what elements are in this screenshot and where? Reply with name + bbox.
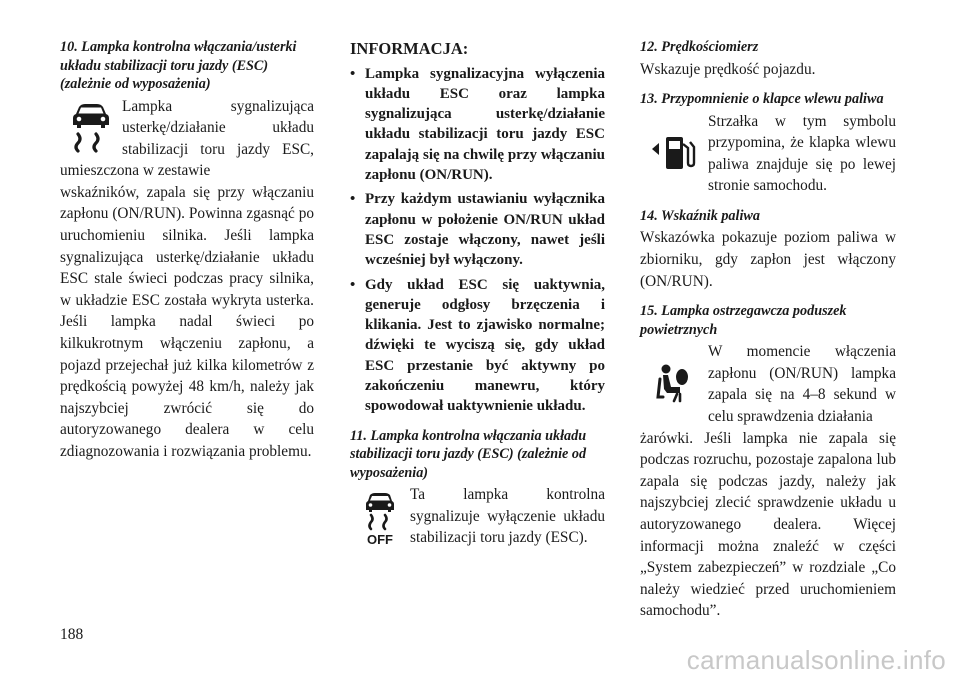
- section-heading-esc-malfunction: 10. Lampka kontrolna włączania/usterki układu stabilizacji toru jazdy (ESC) (zależnie od wyposażenia): [60, 39, 297, 92]
- esc-off-icon: [350, 484, 410, 554]
- section-heading-fuel-door: 13. Przypomnienie o klapce wlewu paliwa: [640, 91, 884, 108]
- info-title: INFORMACJA:: [350, 39, 469, 58]
- airbag-text: żarówki. Jeśli lampka nie zapala się podczas rozruchu, pozostaje zapalona lub zapala się podczas jazdy, należy jak najszybciej zlecić sprawdzenie układu u autoryzowanego dealera. Więcej informacji można znaleźć w części „System zabezpieczeń” w rozdziale „Co należy wiedzieć przed uruchomieniem samochodu”.: [640, 429, 896, 620]
- info-list: [350, 64, 605, 417]
- airbag-block: [640, 341, 896, 427]
- esc-skid-car-icon: [60, 96, 122, 160]
- fuel-pump-arrow-icon: [640, 111, 708, 195]
- fuel-door-text: Strzałka w tym symbolu przypomina, że klapka wlewu paliwa znajduje się po lewej stronie samochodu.: [708, 112, 896, 195]
- column-right: [640, 38, 896, 622]
- info-bullet: • Lampka sygnalizacyjna wyłączenia układu ESC oraz lampka sygnalizująca usterkę/działanie układu stabilizacji toru jazdy ESC zapalają się na chwilę przy włączaniu zapłonu (ON/RUN).: [350, 64, 605, 186]
- fuel-gauge-text: Wskazówka pokazuje poziom paliwa w zbiorniku, gdy zapłon jest włączony (ON/RUN).: [640, 229, 896, 290]
- esc-off-text: Ta lampka kontrolna sygnalizuje wyłączenie układu stabilizacji toru jazdy (ESC).: [410, 486, 605, 547]
- info-bullet: • Gdy układ ESC się uaktywnia, generuje odgłosy brzęczenia i klikania. Jest to zjawisko normalne; dźwięki te wyciszą się, gdy układ ESC przestanie być aktywny po zakończeniu manewru, który spowodował uaktywnienie układu.: [350, 275, 605, 417]
- section-heading-speedometer: 12. Prędkościomierz: [640, 39, 759, 55]
- airbag-seated-person-icon: [640, 341, 708, 425]
- esc-malfunction-text: wskaźników, zapala się przy włączaniu zapłonu (ON/RUN). Powinna zgasnąć po uruchomieniu silnika. Jeśli lampka sygnalizująca usterkę/działanie układu ESC stale świeci podczas pracy silnika, w układzie ESC została wykryta usterka. Jeśli lampka nadal świeci po kilkukrotnym włączeniu zapłonu, a pojazd przejechał już kilka kilometrów z prędkością powyżej 48 km/h, należy jak najszybciej zwrócić się do autoryzowanego dealera w celu zdiagnozowania i rozwiązania problemu.: [60, 183, 314, 460]
- section-heading-airbag: 15. Lampka ostrzegawcza poduszek powietrznych: [640, 303, 847, 338]
- speedometer-text: Wskazuje prędkość pojazdu.: [640, 60, 816, 78]
- esc-malfunction-text-wrapped: Lampka sygnalizująca usterkę/działanie układu stabilizacji toru jazdy ESC, umieszczona w zestawie: [60, 97, 314, 180]
- page-number: 188: [60, 626, 84, 643]
- info-bullet: • Przy każdym ustawianiu wyłącznika zapłonu w położenie ON/RUN układ ESC zostaje włączony, nawet jeśli wcześniej był wyłączony.: [350, 189, 605, 270]
- esc-off-icon-label: OFF: [367, 532, 393, 547]
- column-left: [60, 38, 314, 463]
- section-heading-esc-off: 11. Lampka kontrolna włączania układu stabilizacji toru jazdy (ESC) (zależnie od wyposażenia): [350, 427, 587, 481]
- fuel-door-block: [640, 111, 896, 197]
- esc-malfunction-block: [60, 96, 314, 182]
- watermark: carmanualsonline.info: [686, 645, 946, 675]
- section-heading-fuel-gauge: 14. Wskaźnik paliwa: [640, 207, 760, 224]
- column-middle: [350, 38, 605, 554]
- esc-off-block: [350, 484, 605, 554]
- airbag-text-wrapped: W momencie włączenia zapłonu (ON/RUN) lampka zapala się na 4–8 sekund w celu sprawdzenia działania: [708, 343, 896, 426]
